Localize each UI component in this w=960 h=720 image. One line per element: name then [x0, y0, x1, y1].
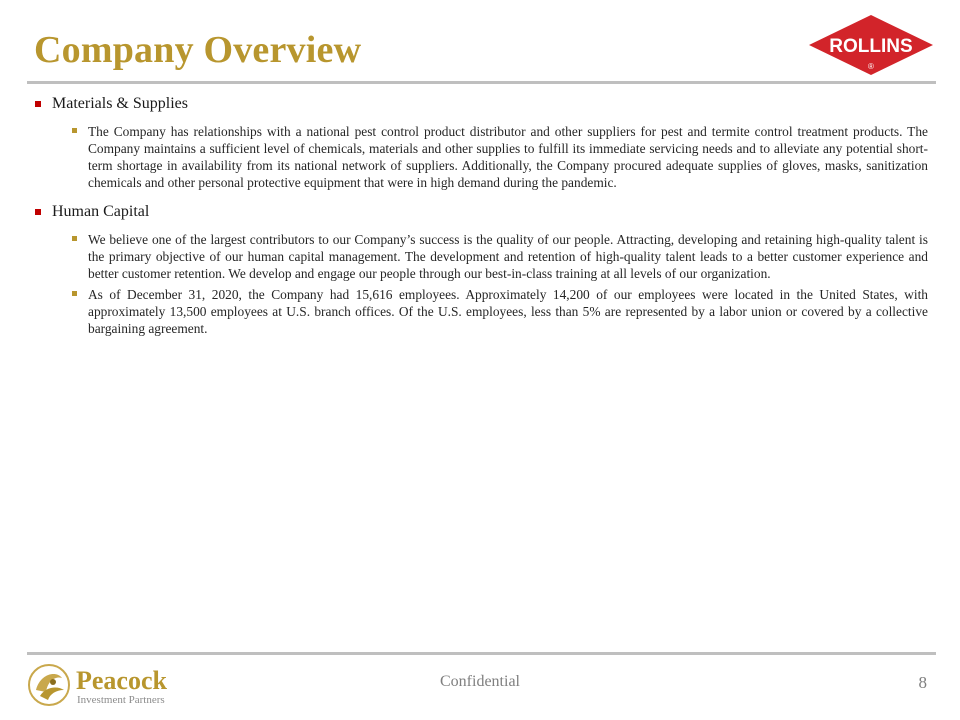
list-item: [88, 231, 928, 282]
page-number: 8: [918, 673, 927, 692]
confidential-label: Confidential: [440, 673, 520, 690]
slide-title: Company Overview: [34, 29, 362, 71]
square-bullet-icon: [72, 291, 77, 296]
list-item: [88, 123, 928, 191]
list-item-text: We believe one of the largest contributors to our Company’s success is the quality of our people. Attracting, developing and retaining high-quality talent is the primary objective of our human capital management. The development and retention of high-quality talent leads to a better customer experience and better customer retention. We develop and engage our people through our best-in-class training at all levels of our organization.: [88, 232, 928, 281]
logo-registered-mark: ®: [868, 62, 874, 71]
list-item-text: The Company has relationships with a national pest control product distributor and other suppliers for pest and termite control treatment products. The Company maintains a sufficient level of chemicals, materials and other supplies to fulfill its immediate servicing needs and to alleviate any potential short-term shortage in availability from its national network of suppliers. Additionally, the Company procured adequate supplies of gloves, masks, sanitization chemicals and other personal protective equipment that were in high demand during the pandemic.: [88, 124, 928, 190]
square-bullet-icon: [35, 209, 41, 215]
list-item-text: As of December 31, 2020, the Company had 15,616 employees. Approximately 14,200 of our employees were located in the United States, with approximately 13,500 employees at U.S. branch offices. Of the U.S. employees, less than 5% are represented by a labor union or covered by a collective bargaining agreement.: [88, 287, 928, 336]
logo-text: ROLLINS: [829, 36, 913, 57]
rollins-logo: [806, 13, 936, 79]
header-divider: [27, 81, 936, 84]
section-heading-materials: [35, 95, 928, 113]
slide-body: [35, 95, 928, 341]
section-heading-text: Human Capital: [52, 203, 150, 220]
list-item: [88, 286, 928, 337]
section-heading-human-capital: [35, 203, 928, 221]
section-heading-text: Materials & Supplies: [52, 95, 188, 112]
brand-name: Peacock: [76, 666, 167, 695]
footer-divider: [27, 652, 936, 655]
square-bullet-icon: [72, 236, 77, 241]
brand-subtitle: Investment Partners: [77, 694, 165, 706]
square-bullet-icon: [35, 101, 41, 107]
square-bullet-icon: [72, 128, 77, 133]
